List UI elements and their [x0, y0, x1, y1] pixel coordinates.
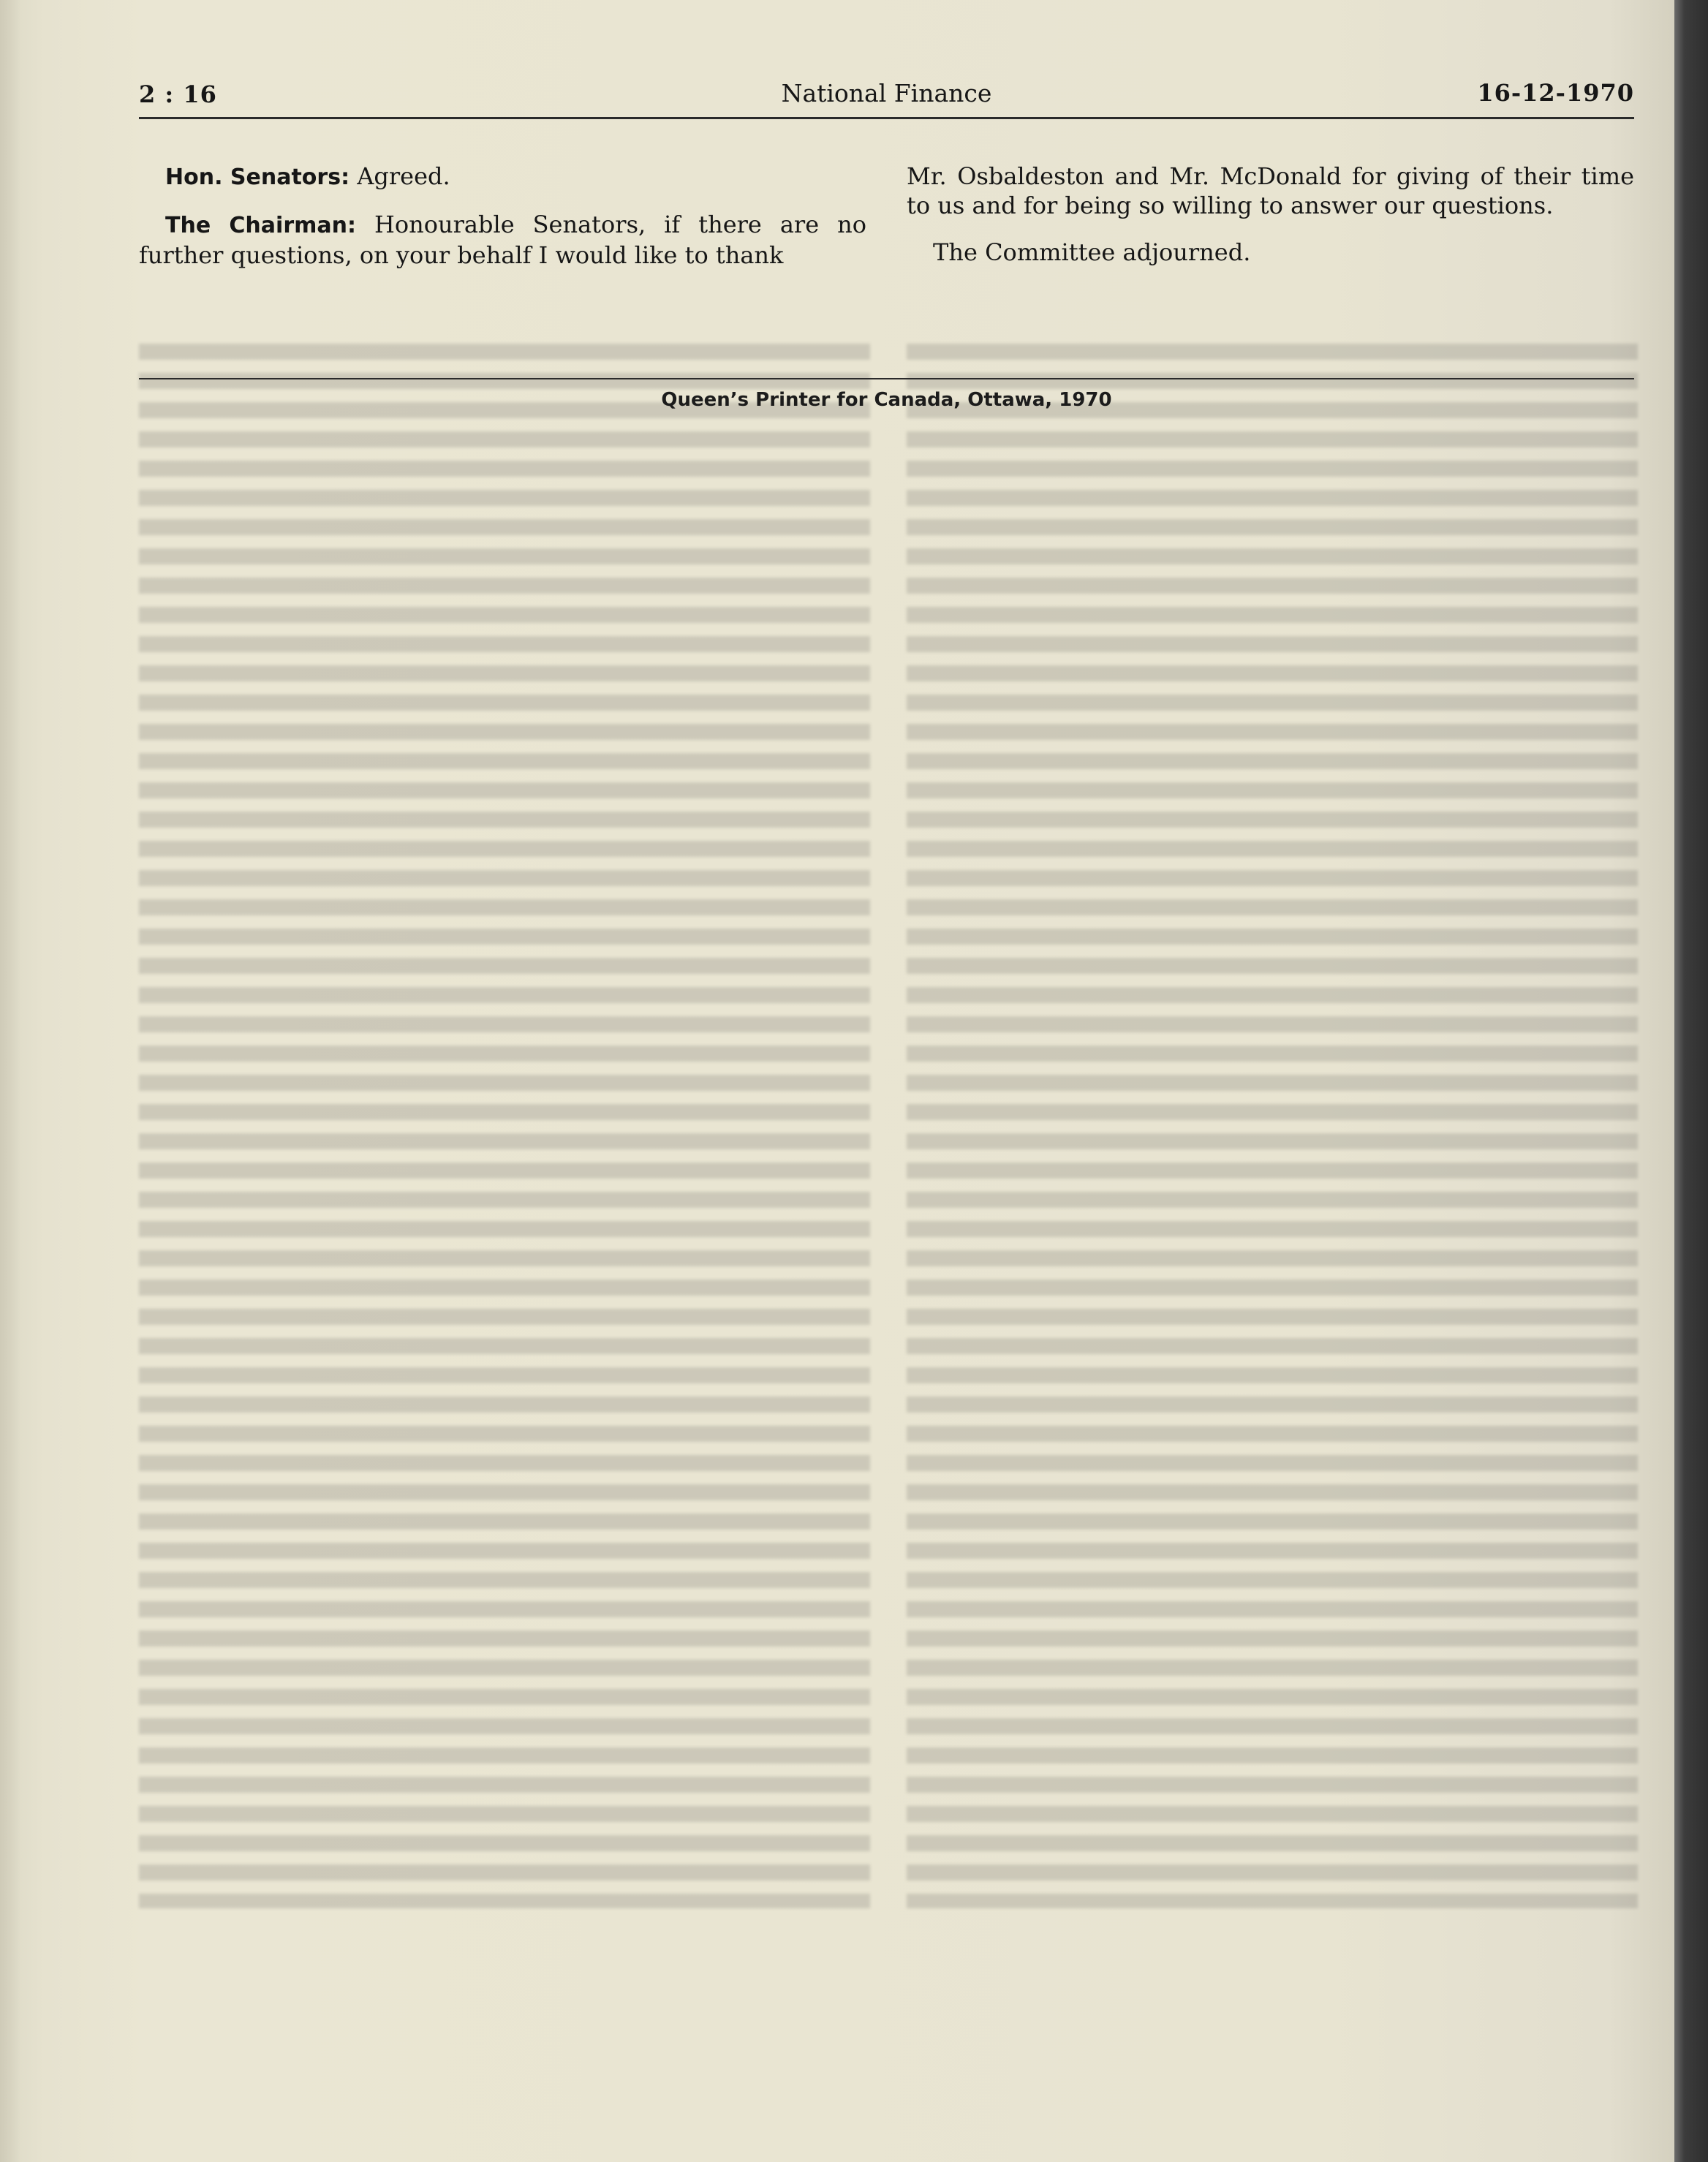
adjournment-text: The Committee adjourned. — [933, 238, 1251, 266]
speaker-label: Hon. Senators: — [165, 165, 350, 190]
binding-shadow — [0, 0, 20, 2162]
printer-imprint: Queen’s Printer for Canada, Ottawa, 1970 — [661, 389, 1112, 411]
running-head — [139, 73, 1634, 119]
paragraph-text: Honourable Senators, if there are no further questions, on your behalf I would like to thank — [139, 211, 867, 269]
reverse-side-bleed-through — [139, 344, 1634, 1908]
paragraph-text: Mr. Osbaldeston and Mr. McDonald for giving of their time to us and for being so willing to answer our questions. — [907, 162, 1634, 219]
bleed-column-right — [907, 344, 1638, 1908]
page-edge-shadow — [1674, 0, 1708, 2162]
publication-title: National Finance — [781, 79, 992, 107]
right-column — [907, 162, 1634, 284]
paragraph-continued — [907, 162, 1634, 220]
paragraph — [139, 210, 866, 270]
paragraph-text: Agreed. — [349, 162, 450, 190]
body-columns — [139, 162, 1634, 374]
paragraph — [907, 238, 1634, 267]
issue-date: 16-12-1970 — [1477, 79, 1634, 107]
end-rule — [139, 378, 1634, 379]
left-column — [139, 162, 866, 287]
print-area — [139, 73, 1634, 411]
page-number: 2 : 16 — [139, 80, 217, 108]
speaker-label: The Chairman: — [165, 213, 356, 238]
paragraph — [139, 162, 866, 192]
bleed-column-left — [139, 344, 870, 1908]
